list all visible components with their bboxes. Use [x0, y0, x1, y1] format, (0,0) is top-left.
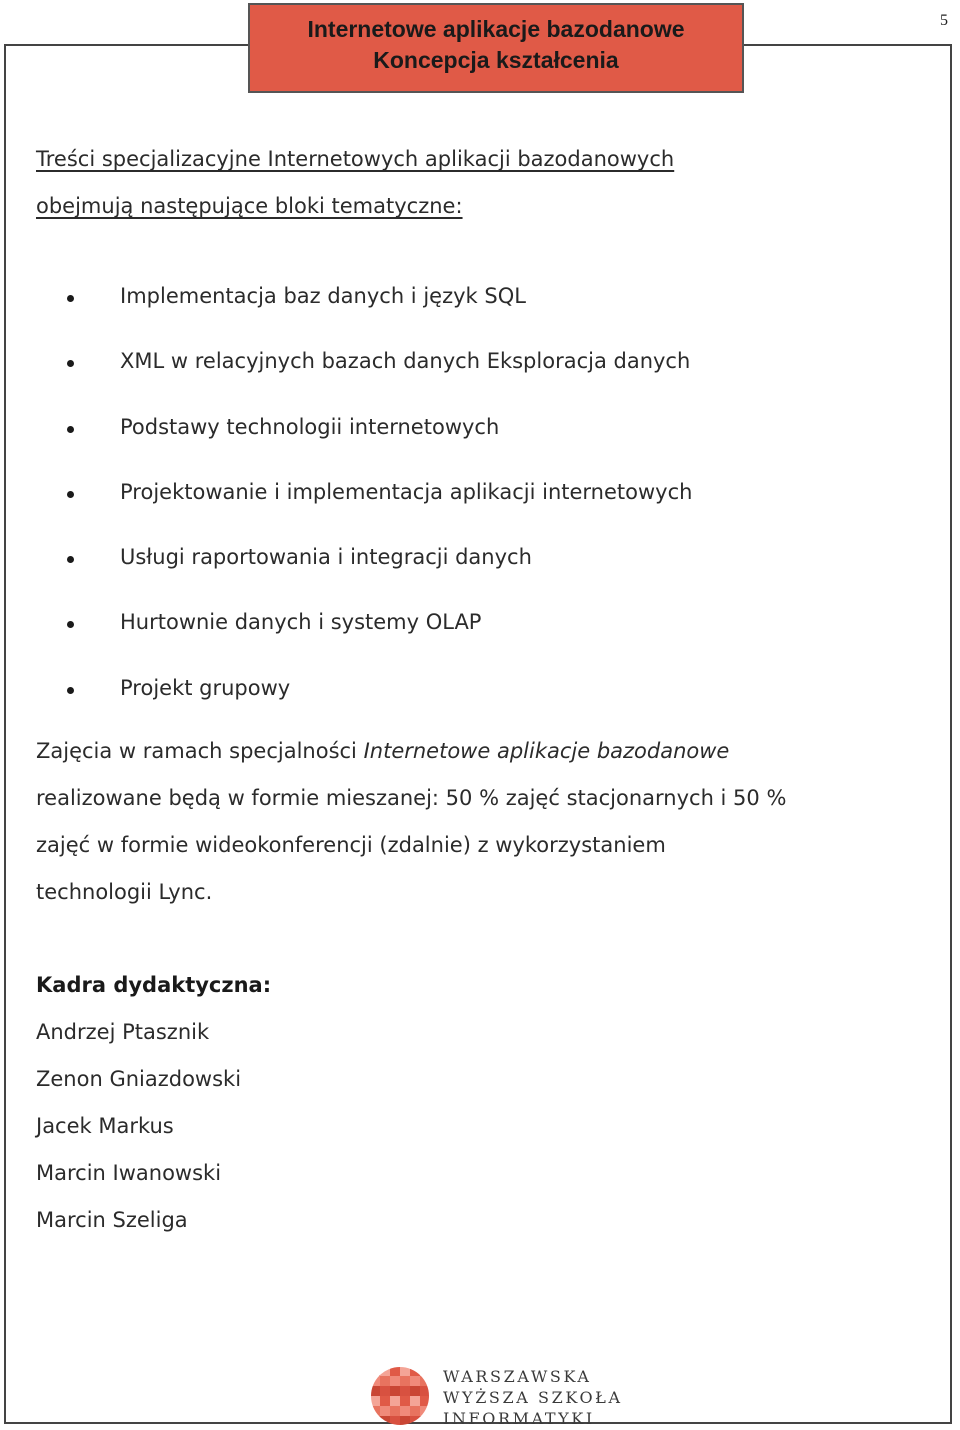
logo-tile	[380, 1366, 390, 1376]
logo-tile	[390, 1416, 400, 1426]
logo-tile	[410, 1396, 420, 1406]
list-item	[0, 665, 692, 730]
logo-tile	[390, 1396, 400, 1406]
intro-text	[36, 136, 674, 230]
logo-tile	[400, 1386, 410, 1396]
logo-tile	[370, 1376, 380, 1386]
logo-tile	[370, 1396, 380, 1406]
topic-label: XML w relacyjnych bazach danych Eksploracja danych	[120, 349, 691, 374]
topic-label: Implementacja baz danych i język SQL	[120, 284, 526, 308]
logo-tile	[420, 1406, 430, 1416]
logo-tile	[410, 1386, 420, 1396]
staff-list	[36, 1009, 241, 1244]
list-item	[0, 273, 692, 338]
header-title-line1: Internetowe aplikacje bazodanowe	[307, 16, 685, 42]
logo-tile	[420, 1416, 430, 1426]
list-item	[0, 404, 692, 469]
list-item	[0, 338, 692, 403]
logo-tile	[410, 1376, 420, 1386]
header-title-line2: Koncepcja kształcenia	[373, 47, 619, 73]
staff-member: Marcin Szeliga	[36, 1208, 188, 1232]
logo-tile	[370, 1386, 380, 1396]
topic-label: Projekt grupowy	[120, 675, 291, 700]
staff-member: Jacek Markus	[36, 1114, 174, 1138]
paragraph-line2: realizowane będą w formie mieszanej: 50 % zajęć stacjonarnych i 50 %	[36, 786, 787, 810]
logo-tile	[390, 1406, 400, 1416]
logo-tile	[390, 1376, 400, 1386]
mode-paragraph	[36, 728, 936, 916]
logo-tile	[410, 1416, 420, 1426]
staff-member: Andrzej Ptasznik	[36, 1020, 210, 1044]
logo-tile	[370, 1416, 380, 1426]
topic-label: Hurtownie danych i systemy OLAP	[120, 610, 482, 635]
logo-tile	[420, 1386, 430, 1396]
staff-member: Zenon Gniazdowski	[36, 1067, 242, 1091]
logo-tile	[400, 1376, 410, 1386]
bullet-icon	[67, 556, 74, 563]
logo-tile	[410, 1366, 420, 1376]
topic-list	[0, 273, 692, 730]
staff-member: Marcin Iwanowski	[36, 1161, 222, 1185]
paragraph-line1-text: Zajęcia w ramach specjalności	[36, 739, 364, 763]
logo-tile	[400, 1406, 410, 1416]
logo-tile	[380, 1406, 390, 1416]
logo-tile	[390, 1366, 400, 1376]
logo-tile	[380, 1416, 390, 1426]
list-item	[0, 534, 692, 599]
topic-label: Podstawy technologii internetowych	[120, 414, 500, 439]
bullet-icon	[67, 491, 74, 498]
logo-tile	[380, 1386, 390, 1396]
header-title-box	[248, 3, 744, 93]
staff-heading: Kadra dydaktyczna:	[36, 973, 272, 997]
logo-tile	[390, 1386, 400, 1396]
logo-tile	[400, 1416, 410, 1426]
logo-tile	[420, 1366, 430, 1376]
logo-tile	[410, 1406, 420, 1416]
logo-tile	[380, 1376, 390, 1386]
logo-line2: WYŻSZA SZKOŁA	[443, 1388, 623, 1407]
paragraph-line1	[36, 728, 936, 775]
bullet-icon	[67, 621, 74, 628]
bullet-icon	[67, 360, 74, 367]
logo-text	[443, 1366, 623, 1429]
bullet-icon	[67, 295, 74, 302]
university-logo	[370, 1366, 623, 1428]
logo-tile	[400, 1366, 410, 1376]
page-number: 5	[940, 12, 948, 29]
topic-label: Usługi raportowania i integracji danych	[120, 545, 532, 570]
logo-tile	[380, 1396, 390, 1406]
logo-tile	[420, 1376, 430, 1386]
logo-tile	[370, 1366, 380, 1376]
intro-line2: obejmują następujące bloki tematyczne:	[36, 194, 463, 218]
logo-tile	[420, 1396, 430, 1406]
paragraph-line3: zajęć w formie wideokonferencji (zdalnie) z wykorzystaniem	[36, 833, 666, 857]
paragraph-line4: technologii Lync.	[36, 880, 213, 904]
logo-line1: WARSZAWSKA	[443, 1367, 592, 1386]
logo-mosaic-icon	[370, 1366, 430, 1426]
bullet-icon	[67, 687, 74, 694]
list-item	[0, 469, 692, 534]
bullet-icon	[67, 426, 74, 433]
list-item	[0, 599, 692, 664]
logo-tile	[370, 1406, 380, 1416]
specialization-name: Internetowe aplikacje bazodanowe	[363, 739, 730, 763]
intro-line1: Treści specjalizacyjne Internetowych aplikacji bazodanowych	[36, 147, 675, 171]
logo-line3: INFORMATYKI	[443, 1409, 595, 1428]
logo-tile	[400, 1396, 410, 1406]
topic-label: Projektowanie i implementacja aplikacji internetowych	[120, 479, 693, 504]
